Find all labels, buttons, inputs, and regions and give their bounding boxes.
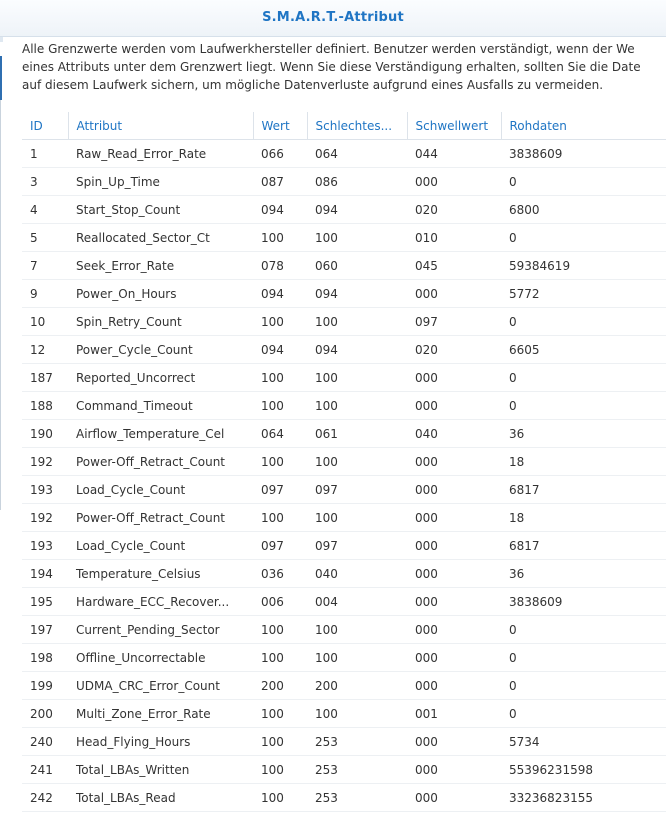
cell-worst: 086	[307, 168, 407, 196]
cell-attribute: Command_Timeout	[68, 392, 253, 420]
cell-id: 9	[22, 280, 68, 308]
cell-threshold: 000	[407, 168, 501, 196]
cell-id: 4	[22, 196, 68, 224]
cell-threshold: 000	[407, 588, 501, 616]
cell-worst: 004	[307, 588, 407, 616]
cell-threshold: 044	[407, 140, 501, 168]
cell-id: 10	[22, 308, 68, 336]
description-line: Alle Grenzwerte werden vom Laufwerkhersteller definiert. Benutzer werden verständigt, wenn der We	[22, 42, 635, 56]
cell-worst: 061	[307, 420, 407, 448]
background-window-accent	[0, 56, 2, 100]
cell-id: 3	[22, 168, 68, 196]
cell-worst: 200	[307, 672, 407, 700]
cell-id: 187	[22, 364, 68, 392]
cell-worst: 060	[307, 252, 407, 280]
column-header-worst[interactable]: Schlechtes...	[307, 112, 407, 140]
cell-id: 194	[22, 560, 68, 588]
cell-value: 087	[253, 168, 307, 196]
table-body	[22, 140, 666, 812]
table-row[interactable]	[22, 476, 666, 504]
cell-threshold: 020	[407, 196, 501, 224]
table-row[interactable]	[22, 168, 666, 196]
cell-value: 100	[253, 364, 307, 392]
cell-value: 100	[253, 756, 307, 784]
cell-threshold: 000	[407, 784, 501, 812]
cell-id: 1	[22, 140, 68, 168]
cell-attribute: Head_Flying_Hours	[68, 728, 253, 756]
cell-threshold: 000	[407, 672, 501, 700]
table-row[interactable]	[22, 364, 666, 392]
cell-threshold: 097	[407, 308, 501, 336]
cell-raw-data: 6817	[501, 476, 666, 504]
cell-attribute: Total_LBAs_Written	[68, 756, 253, 784]
cell-threshold: 000	[407, 728, 501, 756]
cell-id: 240	[22, 728, 68, 756]
cell-threshold: 000	[407, 504, 501, 532]
cell-attribute: Seek_Error_Rate	[68, 252, 253, 280]
table-row[interactable]	[22, 784, 666, 812]
table-row[interactable]	[22, 392, 666, 420]
cell-raw-data: 36	[501, 420, 666, 448]
cell-worst: 094	[307, 196, 407, 224]
cell-attribute: Temperature_Celsius	[68, 560, 253, 588]
table-row[interactable]	[22, 588, 666, 616]
cell-raw-data: 18	[501, 448, 666, 476]
cell-worst: 100	[307, 616, 407, 644]
cell-raw-data: 5734	[501, 728, 666, 756]
cell-attribute: Start_Stop_Count	[68, 196, 253, 224]
column-header-threshold[interactable]: Schwellwert	[407, 112, 501, 140]
cell-threshold: 040	[407, 420, 501, 448]
cell-threshold: 001	[407, 700, 501, 728]
cell-threshold: 000	[407, 364, 501, 392]
cell-attribute: Raw_Read_Error_Rate	[68, 140, 253, 168]
cell-threshold: 000	[407, 560, 501, 588]
table-row[interactable]	[22, 252, 666, 280]
cell-worst: 100	[307, 448, 407, 476]
cell-raw-data: 0	[501, 700, 666, 728]
cell-worst: 100	[307, 392, 407, 420]
cell-raw-data: 55396231598	[501, 756, 666, 784]
cell-attribute: Load_Cycle_Count	[68, 476, 253, 504]
table-header-row	[22, 112, 666, 140]
cell-id: 190	[22, 420, 68, 448]
cell-attribute: Reallocated_Sector_Ct	[68, 224, 253, 252]
cell-value: 100	[253, 224, 307, 252]
cell-threshold: 000	[407, 644, 501, 672]
table-row[interactable]	[22, 756, 666, 784]
cell-worst: 100	[307, 700, 407, 728]
cell-value: 100	[253, 392, 307, 420]
cell-raw-data: 0	[501, 616, 666, 644]
cell-threshold: 000	[407, 532, 501, 560]
smart-attribute-table	[22, 112, 666, 812]
cell-raw-data: 0	[501, 392, 666, 420]
table-row[interactable]	[22, 616, 666, 644]
table-row[interactable]	[22, 532, 666, 560]
cell-raw-data: 36	[501, 560, 666, 588]
cell-value: 078	[253, 252, 307, 280]
cell-raw-data: 0	[501, 224, 666, 252]
table-row[interactable]	[22, 280, 666, 308]
cell-worst: 253	[307, 728, 407, 756]
cell-attribute: Spin_Up_Time	[68, 168, 253, 196]
table-row[interactable]	[22, 560, 666, 588]
cell-threshold: 000	[407, 280, 501, 308]
description-line: auf diesem Laufwerk sichern, um mögliche Datenverluste aufgrund eines Ausfalls zu vermeiden.	[22, 78, 604, 92]
cell-id: 192	[22, 504, 68, 532]
cell-raw-data: 0	[501, 644, 666, 672]
cell-worst: 253	[307, 756, 407, 784]
cell-attribute: Power_Cycle_Count	[68, 336, 253, 364]
cell-value: 100	[253, 784, 307, 812]
cell-worst: 064	[307, 140, 407, 168]
cell-raw-data: 33236823155	[501, 784, 666, 812]
cell-worst: 097	[307, 476, 407, 504]
column-header-raw-data[interactable]: Rohdaten	[501, 112, 666, 140]
cell-id: 199	[22, 672, 68, 700]
cell-raw-data: 5772	[501, 280, 666, 308]
cell-id: 12	[22, 336, 68, 364]
table-row[interactable]	[22, 336, 666, 364]
cell-raw-data: 59384619	[501, 252, 666, 280]
cell-attribute: Power-Off_Retract_Count	[68, 504, 253, 532]
cell-value: 064	[253, 420, 307, 448]
cell-attribute: Multi_Zone_Error_Rate	[68, 700, 253, 728]
cell-worst: 094	[307, 336, 407, 364]
cell-raw-data: 0	[501, 168, 666, 196]
cell-value: 036	[253, 560, 307, 588]
cell-raw-data: 3838609	[501, 588, 666, 616]
cell-attribute: Power_On_Hours	[68, 280, 253, 308]
cell-worst: 094	[307, 280, 407, 308]
description-line: eines Attributs unter dem Grenzwert liegt. Wenn Sie diese Verständigung erhalten, sollten Sie die Date	[22, 60, 641, 74]
cell-threshold: 000	[407, 392, 501, 420]
cell-raw-data: 6800	[501, 196, 666, 224]
table-row[interactable]	[22, 672, 666, 700]
cell-attribute: Hardware_ECC_Recover...	[68, 588, 253, 616]
cell-attribute: Total_LBAs_Read	[68, 784, 253, 812]
table-row[interactable]	[22, 420, 666, 448]
cell-id: 193	[22, 476, 68, 504]
cell-attribute: Reported_Uncorrect	[68, 364, 253, 392]
table-row[interactable]	[22, 308, 666, 336]
cell-attribute: Power-Off_Retract_Count	[68, 448, 253, 476]
cell-attribute: Spin_Retry_Count	[68, 308, 253, 336]
cell-value: 200	[253, 672, 307, 700]
column-header-value[interactable]: Wert	[253, 112, 307, 140]
background-window-border	[0, 100, 1, 510]
cell-attribute: Airflow_Temperature_Cel	[68, 420, 253, 448]
cell-threshold: 000	[407, 476, 501, 504]
cell-id: 198	[22, 644, 68, 672]
cell-attribute: Load_Cycle_Count	[68, 532, 253, 560]
cell-id: 241	[22, 756, 68, 784]
cell-value: 094	[253, 196, 307, 224]
table-row[interactable]	[22, 140, 666, 168]
cell-id: 7	[22, 252, 68, 280]
table-row[interactable]	[22, 224, 666, 252]
cell-raw-data: 3838609	[501, 140, 666, 168]
table-row[interactable]	[22, 504, 666, 532]
cell-value: 094	[253, 280, 307, 308]
cell-raw-data: 0	[501, 364, 666, 392]
cell-id: 188	[22, 392, 68, 420]
cell-value: 100	[253, 700, 307, 728]
cell-raw-data: 0	[501, 672, 666, 700]
column-header-id[interactable]: ID	[22, 112, 68, 140]
cell-attribute: Current_Pending_Sector	[68, 616, 253, 644]
table-row[interactable]	[22, 700, 666, 728]
cell-id: 197	[22, 616, 68, 644]
cell-threshold: 000	[407, 448, 501, 476]
cell-threshold: 000	[407, 616, 501, 644]
cell-value: 100	[253, 616, 307, 644]
cell-worst: 100	[307, 224, 407, 252]
column-header-attribute[interactable]: Attribut	[68, 112, 253, 140]
cell-worst: 097	[307, 532, 407, 560]
cell-attribute: UDMA_CRC_Error_Count	[68, 672, 253, 700]
dialog-title-bar[interactable]	[0, 0, 666, 37]
cell-id: 193	[22, 532, 68, 560]
cell-id: 192	[22, 448, 68, 476]
table-row[interactable]	[22, 196, 666, 224]
table-row[interactable]	[22, 644, 666, 672]
cell-value: 100	[253, 504, 307, 532]
dialog-title: S.M.A.R.T.-Attribut	[262, 10, 404, 25]
table-row[interactable]	[22, 728, 666, 756]
cell-id: 5	[22, 224, 68, 252]
cell-attribute: Offline_Uncorrectable	[68, 644, 253, 672]
cell-worst: 100	[307, 308, 407, 336]
table-row[interactable]	[22, 448, 666, 476]
cell-id: 242	[22, 784, 68, 812]
cell-value: 097	[253, 476, 307, 504]
cell-threshold: 010	[407, 224, 501, 252]
cell-raw-data: 18	[501, 504, 666, 532]
cell-value: 100	[253, 448, 307, 476]
cell-worst: 100	[307, 504, 407, 532]
cell-raw-data: 0	[501, 308, 666, 336]
cell-value: 100	[253, 308, 307, 336]
cell-threshold: 000	[407, 756, 501, 784]
cell-worst: 100	[307, 364, 407, 392]
cell-worst: 100	[307, 644, 407, 672]
cell-worst: 253	[307, 784, 407, 812]
cell-worst: 040	[307, 560, 407, 588]
cell-threshold: 045	[407, 252, 501, 280]
cell-value: 097	[253, 532, 307, 560]
cell-value: 100	[253, 728, 307, 756]
cell-threshold: 020	[407, 336, 501, 364]
cell-raw-data: 6605	[501, 336, 666, 364]
cell-value: 066	[253, 140, 307, 168]
cell-value: 094	[253, 336, 307, 364]
cell-value: 100	[253, 644, 307, 672]
dialog-description	[22, 40, 666, 94]
cell-id: 195	[22, 588, 68, 616]
cell-value: 006	[253, 588, 307, 616]
cell-raw-data: 6817	[501, 532, 666, 560]
cell-id: 200	[22, 700, 68, 728]
